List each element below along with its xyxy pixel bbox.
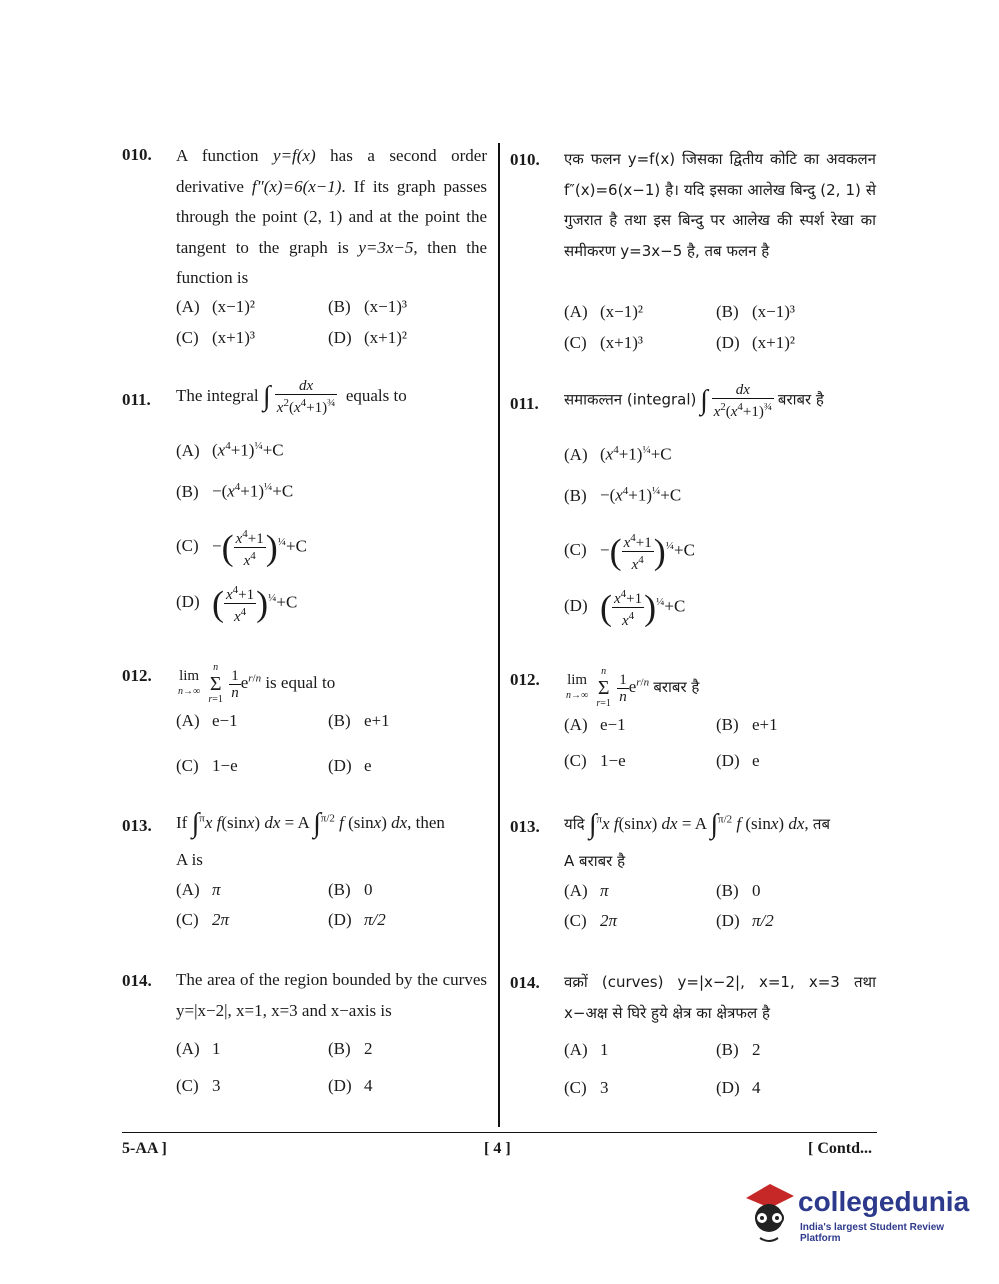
- option-d: (D) (x+1)²: [716, 333, 796, 352]
- integral-equation: यदि ∫$^\pi$x f(sinx) dx = A ∫$^{\pi/2}$ f (sinx) dx, तब: [564, 809, 831, 840]
- contd-label: [ Contd...: [808, 1140, 873, 1157]
- logo-tagline: India's largest Student Review Platform: [800, 1222, 945, 1244]
- option-a: (A) e−1: [176, 711, 238, 730]
- collegedunia-logo[interactable]: [740, 1180, 970, 1260]
- footer-code: 5-AA ]: [122, 1140, 167, 1157]
- mascot-icon: [740, 1180, 798, 1252]
- option-b: (B) (x−1)³: [328, 297, 408, 316]
- logo-wordmark: collegedunia: [798, 1186, 970, 1217]
- option-a: (A) $(x^4+1)^{\frac{1}{4}}+C$: [176, 440, 284, 460]
- question-number: 014.: [510, 973, 540, 992]
- option-d: (D) 4: [328, 1076, 373, 1095]
- question-number: 011.: [122, 390, 151, 409]
- option-a: (A) e−1: [564, 715, 626, 734]
- option-d: (D) ( $\frac{x^4+1}{x^4}$ )$^{\frac{1}{4}}$+C: [564, 587, 686, 629]
- question-number: 012.: [122, 666, 152, 685]
- question-number: 013.: [510, 817, 540, 836]
- question-number: 010.: [510, 150, 540, 169]
- option-a: (A) π: [564, 881, 609, 900]
- option-b: (B) (x−1)³: [716, 302, 796, 321]
- limit-expression: lim n→∞ n Σ r=1 $\frac{1}{n}$ $e^{r/n}$ is equal to: [178, 662, 336, 705]
- question-text: वक्रों (curves) y=|x−2|, x=1, x=3 तथा x−अक्ष से घिरे हुये क्षेत्र का क्षेत्रफल है: [564, 973, 876, 1022]
- option-d: (D) 4: [716, 1078, 761, 1097]
- question-number: 011.: [510, 394, 539, 413]
- option-a: (A) π: [176, 880, 221, 899]
- question-number: 013.: [122, 816, 152, 835]
- option-b: $(B) -(x^4+1)^{\frac{1}{4}}+C$: [176, 481, 294, 501]
- option-b: (B) e+1: [328, 711, 390, 730]
- integral-equation: If ∫$^\pi$x f(sinx) dx = A ∫$^{\pi/2}$ f (sinx) dx, then: [176, 808, 445, 839]
- option-d: (D) π/2: [328, 910, 386, 929]
- option-c: (C) 1−e: [176, 756, 238, 775]
- option-a: (A) (x−1)²: [176, 297, 256, 316]
- integral-expression: समाकल्तन (integral) ∫ $\frac{dx}{x^2(x^4+1)^{\frac{3}{4}}}$ बराबर है: [564, 382, 824, 420]
- footer-rule: [122, 1132, 877, 1133]
- option-c: (C) 2π: [176, 910, 230, 929]
- limit-expression: lim n→∞ n Σ r=1 $\frac{1}{n}$ $e^{r/n}$ बराबर है: [566, 666, 700, 709]
- option-a: (A) $(x^4+1)^{\frac{1}{4}}+C$: [564, 444, 672, 464]
- question-text: एक फलन y=f(x) जिसका द्वितीय कोटि का अवकलन f″(x)=6(x−1) है। यदि इसका आलेख बिन्दु (2, 1) से गुजरात है तथा इस बिन्दु पर आलेख की स्पर्श रेखा का समीकरण y=3x−5 है, तब फलन है: [564, 150, 876, 260]
- option-b: $(B) -(x^4+1)^{\frac{1}{4}}+C$: [564, 485, 682, 505]
- option-b: (B) 2: [716, 1040, 761, 1059]
- option-a: (A) 1: [176, 1039, 221, 1058]
- option-d: (D) ( $\frac{x^4+1}{x^4}$ )$^{\frac{1}{4}}$+C: [176, 583, 298, 625]
- option-c: (C) 1−e: [564, 751, 626, 770]
- option-d: (D) (x+1)²: [328, 328, 408, 347]
- option-d: (D) e: [328, 756, 372, 775]
- option-c: (C) −( $\frac{x^4+1}{x^4}$ )$^{\frac{1}{4}}$+C: [564, 531, 695, 573]
- page-number: [ 4 ]: [484, 1140, 511, 1157]
- option-a: (A) 1: [564, 1040, 609, 1059]
- option-c: (C) 3: [176, 1076, 221, 1095]
- question-text: The area of the region bounded by the curves y=|x−2|, x=1, x=3 and x−axis is: [176, 970, 487, 1020]
- question-text: A function y=f(x) has a second order derivative f″(x)=6(x−1). If its graph passes through the point (2, 1) and at the point the tangent to the graph is y=3x−5, then the function is: [176, 146, 488, 287]
- question-number: 012.: [510, 670, 540, 689]
- option-b: (B) 2: [328, 1039, 373, 1058]
- question-number: 010.: [122, 145, 152, 164]
- option-c: (C) −( $\frac{x^4+1}{x^4}$ )$^{\frac{1}{4}}$+C: [176, 527, 307, 569]
- option-b: (B) 0: [328, 880, 373, 899]
- option-d: (D) e: [716, 751, 760, 770]
- question-number: 014.: [122, 971, 152, 990]
- question-tail: A is: [176, 850, 203, 869]
- option-a: (A) (x−1)²: [564, 302, 644, 321]
- option-c: (C) 3: [564, 1078, 609, 1097]
- integral-expression: The integral ∫ $\frac{dx}{x^2(x^4+1)^{\frac{3}{4}}}$ equals to: [176, 378, 407, 416]
- option-b: (B) 0: [716, 881, 761, 900]
- option-c: (C) (x+1)³: [176, 328, 256, 347]
- column-divider: [498, 143, 500, 1127]
- question-tail: A बराबर है: [564, 852, 626, 870]
- option-c: (C) 2π: [564, 911, 618, 930]
- option-b: (B) e+1: [716, 715, 778, 734]
- option-d: (D) π/2: [716, 911, 774, 930]
- option-c: (C) (x+1)³: [564, 333, 644, 352]
